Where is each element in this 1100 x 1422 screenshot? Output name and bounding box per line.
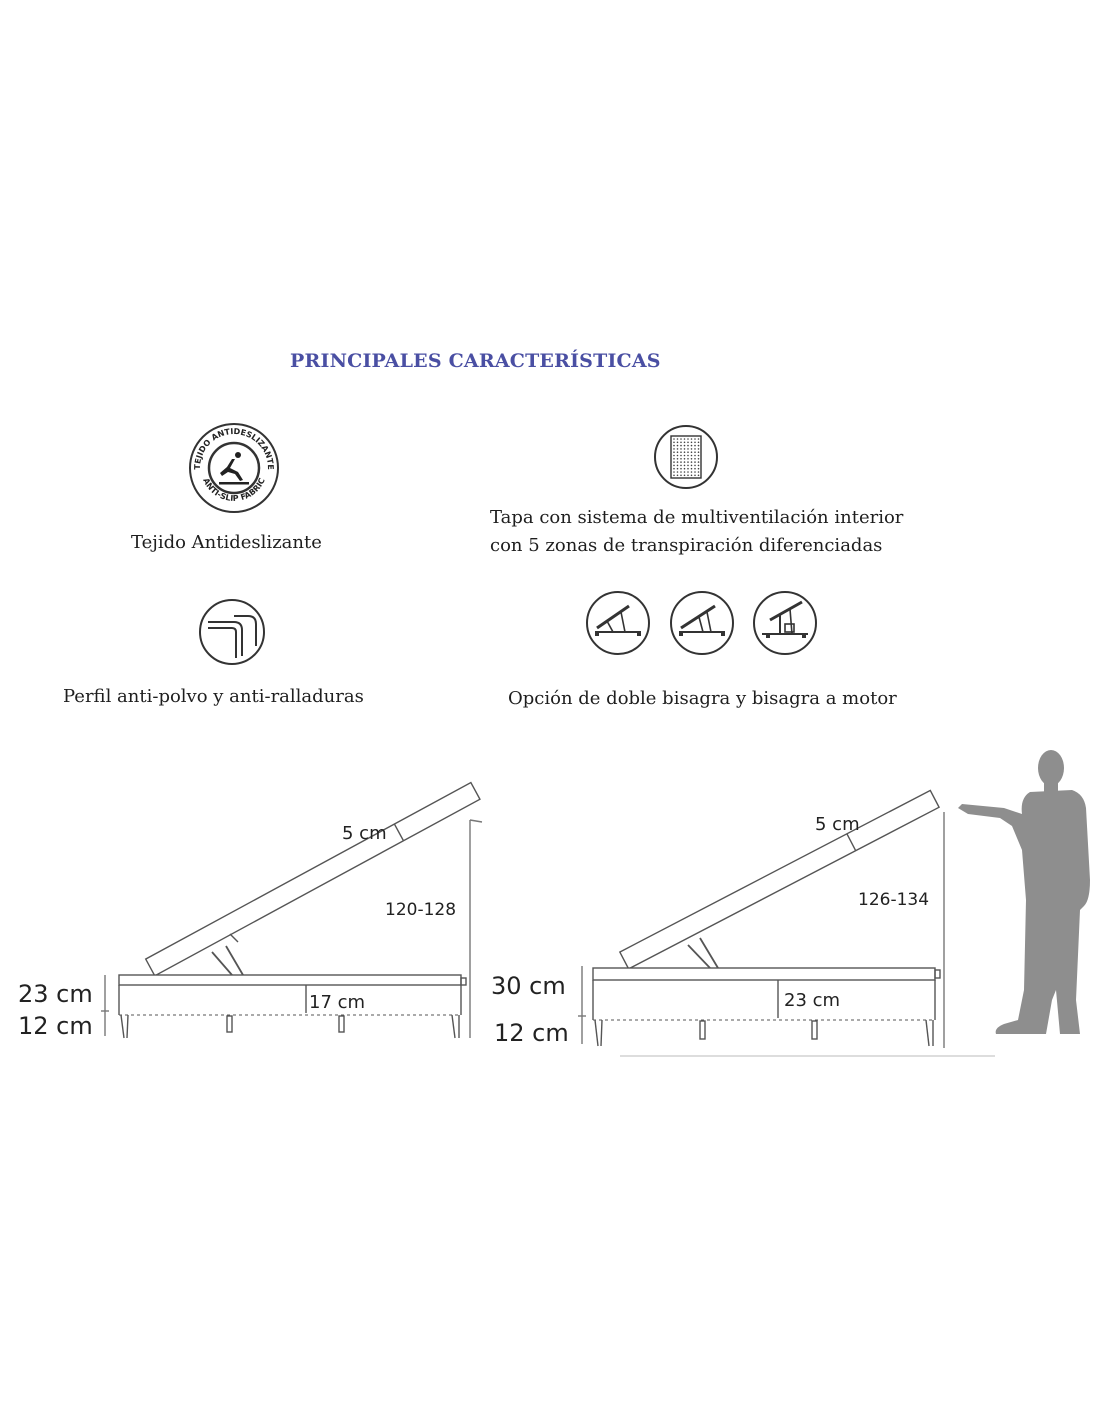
feature-ventilation-line2: con 5 zonas de transpiración diferenciadas	[490, 535, 883, 556]
left-open-height: 120-128	[385, 900, 457, 920]
stamp-top-text: TEJIDO ANTIDESLIZANTE	[192, 426, 276, 470]
feature-antislip-label: Tejido Antideslizante	[131, 532, 322, 553]
left-leg-height: 12 cm	[18, 1012, 93, 1040]
right-inner-depth: 23 cm	[784, 990, 841, 1011]
person-silhouette-icon	[958, 750, 1090, 1034]
left-lid-thickness: 5 cm	[342, 823, 387, 844]
feature-ventilation-line1: Tapa con sistema de multiventilación interior	[490, 507, 904, 528]
page-title: PRINCIPALES CARACTERÍSTICAS	[290, 350, 661, 372]
stamp-bottom-text: ANTI-SLIP FABRIC	[201, 476, 267, 504]
right-lid-thickness: 5 cm	[815, 814, 860, 835]
right-base-height: 30 cm	[491, 972, 566, 1000]
feature-profile-label: Perfil anti-polvo y anti-ralladuras	[63, 686, 364, 707]
left-base-height: 23 cm	[18, 980, 93, 1008]
right-open-height: 126-134	[858, 890, 930, 910]
right-leg-height: 12 cm	[494, 1019, 569, 1047]
feature-hinge-label: Opción de doble bisagra y bisagra a motor	[508, 688, 897, 709]
left-inner-depth: 17 cm	[309, 992, 366, 1013]
right-bed-diagram	[578, 790, 995, 1056]
